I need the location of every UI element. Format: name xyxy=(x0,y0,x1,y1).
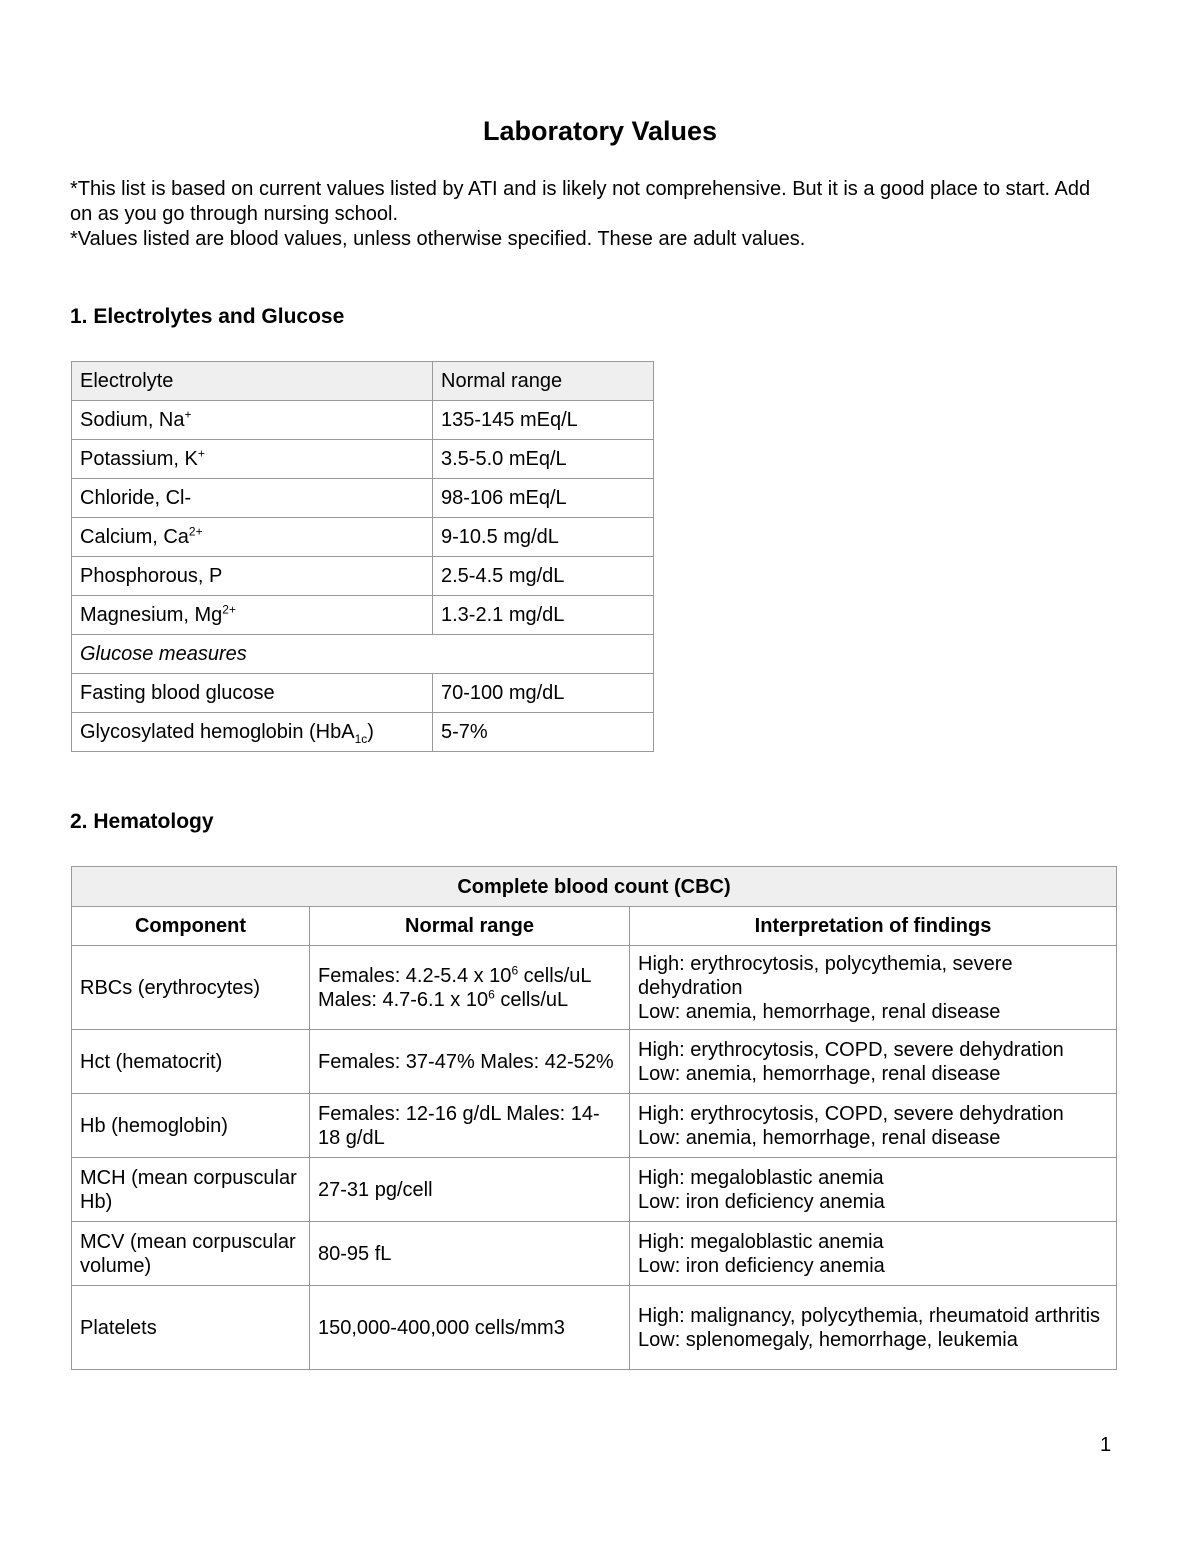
component-cell: Platelets xyxy=(72,1286,310,1370)
table-row xyxy=(72,1222,1117,1286)
range-cell: Females: 37-47% Males: 42-52% xyxy=(310,1030,630,1094)
low-finding: Low: anemia, hemorrhage, renal disease xyxy=(638,1062,1001,1085)
component-cell: MCH (mean corpuscular Hb) xyxy=(72,1158,310,1222)
table-row xyxy=(72,401,654,440)
table-row xyxy=(72,1158,1117,1222)
table-row xyxy=(72,674,654,713)
low-finding: Low: anemia, hemorrhage, renal disease xyxy=(638,1000,1001,1023)
intro-notes xyxy=(70,177,1100,252)
electrolyte-range: 9-10.5 mg/dL xyxy=(433,518,654,557)
header-cell: Interpretation of findings xyxy=(630,907,1117,946)
cbc-table xyxy=(71,866,1117,1370)
electrolyte-name: Sodium, Na+ xyxy=(72,401,433,440)
electrolyte-name: Chloride, Cl- xyxy=(72,479,433,518)
glucose-subheading: Glucose measures xyxy=(72,635,654,674)
table-row xyxy=(72,635,654,674)
table-row xyxy=(72,1286,1117,1370)
intro-note-1: *This list is based on current values listed by ATI and is likely not comprehensive. But it is a good place to start. Add on as you go through nursing school. xyxy=(70,178,1091,225)
glucose-name: Fasting blood glucose xyxy=(72,674,433,713)
table-row xyxy=(72,1094,1117,1158)
component-cell: Hct (hematocrit) xyxy=(72,1030,310,1094)
low-finding: Low: iron deficiency anemia xyxy=(638,1254,885,1277)
page-number: 1 xyxy=(1100,1434,1112,1456)
range-cell: 27-31 pg/cell xyxy=(310,1158,630,1222)
header-cell: Component xyxy=(72,907,310,946)
electrolyte-name: Magnesium, $Mg^{2+}$ xyxy=(72,596,433,635)
section-heading-electrolytes: 1. Electrolytes and Glucose xyxy=(70,305,345,328)
table-row xyxy=(72,479,654,518)
table-row xyxy=(72,518,654,557)
interpretation-cell xyxy=(630,1286,1117,1370)
page-title: Laboratory Values xyxy=(482,116,718,146)
range-cell: Females: 4.2-5.4 x $10^6$ cells/uL Males: 4.7-6.1 x $10^6$ cells/uL xyxy=(310,946,630,1030)
component-cell: MCV (mean corpuscular volume) xyxy=(72,1222,310,1286)
interpretation-cell xyxy=(630,946,1117,1030)
table-caption-row xyxy=(72,867,1117,907)
table-row xyxy=(72,713,654,752)
table-header-row xyxy=(72,362,654,401)
electrolyte-range: 3.5-5.0 mEq/L xyxy=(433,440,654,479)
interpretation-cell xyxy=(630,1030,1117,1094)
table-row xyxy=(72,1030,1117,1094)
low-finding: Low: iron deficiency anemia xyxy=(638,1190,885,1213)
high-finding: High: erythrocytosis, polycythemia, severe dehydration xyxy=(638,952,1013,999)
electrolyte-range: 135-145 mEq/L xyxy=(433,401,654,440)
interpretation-cell xyxy=(630,1094,1117,1158)
low-finding: Low: anemia, hemorrhage, renal disease xyxy=(638,1126,1001,1149)
low-finding: Low: splenomegaly, hemorrhage, leukemia xyxy=(638,1328,1018,1351)
intro-note-2: *Values listed are blood values, unless otherwise specified. These are adult values. xyxy=(70,228,806,250)
range-cell: 150,000-400,000 cells/mm3 xyxy=(310,1286,630,1370)
header-cell: Electrolyte xyxy=(72,362,433,401)
header-cell: Normal range xyxy=(310,907,630,946)
range-cell: 80-95 fL xyxy=(310,1222,630,1286)
high-finding: High: erythrocytosis, COPD, severe dehydration xyxy=(638,1038,1064,1061)
section-heading-hematology: 2. Hematology xyxy=(70,810,214,833)
electrolyte-range: 98-106 mEq/L xyxy=(433,479,654,518)
electrolyte-name: Phosphorous, P xyxy=(72,557,433,596)
component-cell: Hb (hemoglobin) xyxy=(72,1094,310,1158)
electrolyte-name: Potassium, K+ xyxy=(72,440,433,479)
interpretation-cell xyxy=(630,1222,1117,1286)
table-row xyxy=(72,946,1117,1030)
header-cell: Normal range xyxy=(433,362,654,401)
range-cell: Females: 12-16 g/dL Males: 14-18 g/dL xyxy=(310,1094,630,1158)
glucose-name: Glycosylated hemoglobin (HbA$_{1c}$) xyxy=(72,713,433,752)
table-row xyxy=(72,596,654,635)
high-finding: High: megaloblastic anemia xyxy=(638,1230,884,1253)
glucose-range: 70-100 mg/dL xyxy=(433,674,654,713)
electrolyte-range: 2.5-4.5 mg/dL xyxy=(433,557,654,596)
interpretation-cell xyxy=(630,1158,1117,1222)
high-finding: High: megaloblastic anemia xyxy=(638,1166,884,1189)
electrolyte-name: Calcium, $Ca^{2+}$ xyxy=(72,518,433,557)
electrolytes-table xyxy=(71,361,654,752)
table-caption: Complete blood count (CBC) xyxy=(72,867,1117,907)
table-row xyxy=(72,440,654,479)
electrolyte-range: 1.3-2.1 mg/dL xyxy=(433,596,654,635)
table-header-row xyxy=(72,907,1117,946)
component-cell: RBCs (erythrocytes) xyxy=(72,946,310,1030)
high-finding: High: erythrocytosis, COPD, severe dehydration xyxy=(638,1102,1064,1125)
glucose-range: 5-7% xyxy=(433,713,654,752)
high-finding: High: malignancy, polycythemia, rheumatoid arthritis xyxy=(638,1304,1101,1327)
table-row xyxy=(72,557,654,596)
